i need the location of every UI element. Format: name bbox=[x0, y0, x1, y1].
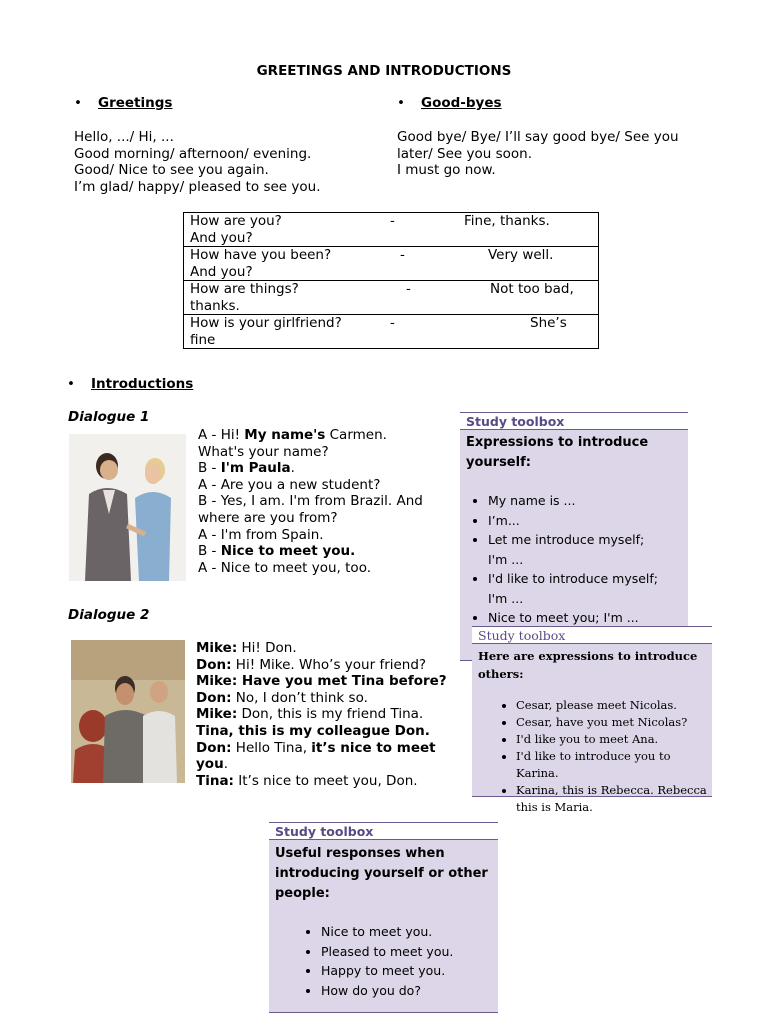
list-item: • My name is ... bbox=[488, 491, 688, 511]
dialogue-bold: it’s nice to meet bbox=[311, 739, 436, 756]
goodbye-line: Good bye/ Bye/ I’ll say good bye/ See you bbox=[397, 129, 679, 145]
toolbox-list bbox=[269, 922, 498, 1000]
list-item: • I’m... bbox=[488, 511, 688, 531]
dialogue-line: A - Nice to meet you, too. bbox=[198, 559, 372, 576]
dialogue-line bbox=[198, 427, 423, 444]
answer: Not too bad, bbox=[490, 281, 574, 297]
list-item: • Pleased to meet you. bbox=[321, 942, 498, 962]
dialogue-text: Hi! Don. bbox=[237, 640, 297, 656]
toolbox-heading: Study toolbox bbox=[269, 822, 498, 840]
dialogue-bold: Mike: Have you met Tina before? bbox=[196, 673, 447, 690]
page-title: GREETINGS AND INTRODUCTIONS bbox=[256, 63, 512, 79]
answer-continued: thanks. bbox=[190, 297, 240, 314]
dialogue-text: Hello Tina, bbox=[231, 739, 312, 756]
bullet-icon: • bbox=[67, 376, 75, 392]
dialogue-line bbox=[196, 690, 447, 707]
dialogue-1-text bbox=[198, 427, 423, 576]
list-item: • Let me introduce myself; bbox=[488, 530, 688, 550]
dialogue-text: It’s nice to meet you, Don. bbox=[233, 772, 418, 789]
dialogue-1-photo bbox=[69, 434, 186, 581]
toolbox-heading: Study toolbox bbox=[472, 626, 712, 644]
list-item: • Nice to meet you; I'm ... bbox=[488, 608, 688, 628]
list-item: • I'd like to introduce you to Karina. bbox=[516, 748, 712, 782]
list-item: • Karina, this is Rebecca. Rebecca bbox=[516, 782, 712, 799]
table-row bbox=[184, 213, 599, 247]
dialogue-line: B - Yes, I am. I'm from Brazil. And bbox=[198, 493, 423, 510]
dialogue-line bbox=[198, 543, 423, 560]
answer-continued: fine bbox=[190, 331, 216, 348]
dialogue-text: B - bbox=[198, 543, 221, 560]
toolbox-subheading-line: people: bbox=[275, 886, 330, 901]
introductions-heading: Introductions bbox=[91, 376, 194, 392]
dialogue-text: Hi! Mike. Who’s your friend? bbox=[231, 656, 427, 673]
answer: Fine, thanks. bbox=[464, 213, 550, 229]
question: How are you? bbox=[190, 213, 282, 229]
table-row bbox=[184, 315, 599, 349]
dialogue-bold: My name's bbox=[244, 427, 326, 443]
dash: - bbox=[390, 315, 395, 331]
dialogue-2-title: Dialogue 2 bbox=[68, 607, 150, 623]
dialogue-line bbox=[196, 723, 447, 740]
question: How is your girlfriend? bbox=[190, 315, 342, 331]
list-item: • I'd like you to meet Ana. bbox=[516, 731, 712, 748]
table-cell bbox=[184, 281, 599, 315]
dash: - bbox=[406, 281, 411, 297]
dialogue-line: What's your name? bbox=[198, 443, 329, 460]
question: How are things? bbox=[190, 281, 299, 297]
greetings-list bbox=[74, 129, 321, 195]
dialogue-line bbox=[196, 706, 447, 723]
toolbox-subheading bbox=[460, 430, 688, 473]
toolbox-heading: Study toolbox bbox=[460, 412, 688, 430]
answer: She’s bbox=[530, 315, 567, 331]
greeting-line: Good morning/ afternoon/ evening. bbox=[74, 145, 312, 162]
dialogue-line: where are you from? bbox=[198, 509, 338, 526]
dash: - bbox=[400, 247, 405, 263]
dialogue-line bbox=[198, 460, 423, 477]
dialogue-text: . bbox=[223, 756, 228, 773]
speaker-name: Mike: bbox=[196, 706, 238, 723]
dialogue-text: No, I don’t think so. bbox=[231, 689, 368, 706]
answer-continued: And you? bbox=[190, 263, 253, 280]
goodbyes-list bbox=[397, 129, 679, 179]
dialogue-line: A - I'm from Spain. bbox=[198, 526, 324, 543]
bullet-icon: • bbox=[397, 95, 405, 111]
dialogue-bold: Nice to meet you. bbox=[220, 543, 356, 560]
toolbox-subheading-line: yourself: bbox=[466, 455, 531, 470]
dialogue-text: B - bbox=[198, 460, 221, 477]
three-people-meeting-image bbox=[71, 640, 185, 783]
dialogue-line bbox=[196, 673, 447, 690]
greeting-line: I’m glad/ happy/ pleased to see you. bbox=[74, 178, 321, 195]
dialogue-2-text bbox=[196, 640, 447, 789]
goodbyes-heading: Good-byes bbox=[421, 95, 502, 111]
table-row bbox=[184, 281, 599, 315]
list-item: • Cesar, please meet Nicolas. bbox=[516, 697, 712, 714]
list-item: • Happy to meet you. bbox=[321, 961, 498, 981]
list-item: • Nice to meet you. bbox=[321, 922, 498, 942]
table-row bbox=[184, 247, 599, 281]
greeting-line: Hello, .../ Hi, ... bbox=[74, 129, 174, 145]
dialogue-line bbox=[196, 740, 447, 757]
list-item: • I'd like to introduce myself; bbox=[488, 569, 688, 589]
toolbox-subheading-line: Useful responses when bbox=[275, 846, 445, 861]
dialogue-line bbox=[196, 773, 447, 790]
speaker-name: Tina: bbox=[196, 772, 234, 789]
question: How have you been? bbox=[190, 247, 332, 263]
introductions-heading-row bbox=[67, 376, 193, 392]
two-women-talking-image bbox=[69, 434, 186, 581]
toolbox-subheading-line: Expressions to introduce bbox=[466, 435, 649, 450]
speaker-name: Don: bbox=[196, 739, 232, 756]
qa-table bbox=[183, 212, 599, 349]
dialogue-line bbox=[196, 756, 447, 773]
dialogue-2-photo bbox=[71, 640, 185, 783]
toolbox-subheading bbox=[269, 840, 498, 904]
dialogue-text: Don, this is my friend Tina. bbox=[237, 706, 424, 723]
list-item: this is Maria. bbox=[516, 800, 593, 814]
bullet-icon: • bbox=[74, 95, 82, 111]
goodbye-line: I must go now. bbox=[397, 162, 496, 179]
dialogue-1-title: Dialogue 1 bbox=[68, 409, 150, 425]
speaker-name: Don: bbox=[196, 656, 232, 673]
table-cell bbox=[184, 247, 599, 281]
dialogue-bold: Tina, this is my colleague Don. bbox=[196, 722, 430, 739]
dialogue-text: A - Hi! bbox=[198, 427, 245, 443]
goodbyes-heading-row bbox=[397, 95, 502, 111]
greeting-line: Good/ Nice to see you again. bbox=[74, 162, 269, 179]
study-toolbox-introduce-others bbox=[472, 626, 712, 814]
list-item: I'm ... bbox=[488, 551, 524, 567]
table-cell bbox=[184, 213, 599, 247]
answer: Very well. bbox=[488, 247, 554, 263]
list-item: • How do you do? bbox=[321, 981, 498, 1001]
speaker-name: Don: bbox=[196, 689, 232, 706]
list-item: I'm ... bbox=[488, 590, 524, 606]
greetings-heading: Greetings bbox=[98, 95, 173, 111]
toolbox-subheading-line: introducing yourself or other bbox=[275, 866, 488, 881]
dash: - bbox=[390, 213, 395, 229]
dialogue-bold: I'm Paula bbox=[220, 460, 291, 477]
goodbye-line: later/ See you soon. bbox=[397, 145, 532, 162]
dialogue-line bbox=[196, 657, 447, 674]
list-item: • Cesar, have you met Nicolas? bbox=[516, 714, 712, 731]
dialogue-text: Carmen. bbox=[325, 427, 387, 443]
study-toolbox-introduce-yourself bbox=[460, 412, 688, 661]
speaker-name: Mike: bbox=[196, 640, 238, 656]
toolbox-list bbox=[460, 491, 688, 628]
answer-continued: And you? bbox=[190, 229, 253, 246]
table-cell bbox=[184, 315, 599, 349]
toolbox-list bbox=[472, 697, 712, 816]
dialogue-line bbox=[196, 640, 447, 657]
toolbox-subheading: Here are expressions to introduce others: bbox=[478, 649, 698, 681]
greetings-heading-row bbox=[74, 95, 172, 111]
dialogue-text: . bbox=[290, 460, 295, 477]
dialogue-line: A - Are you a new student? bbox=[198, 476, 381, 493]
dialogue-bold: you bbox=[196, 756, 224, 773]
study-toolbox-useful-responses bbox=[269, 822, 498, 1013]
